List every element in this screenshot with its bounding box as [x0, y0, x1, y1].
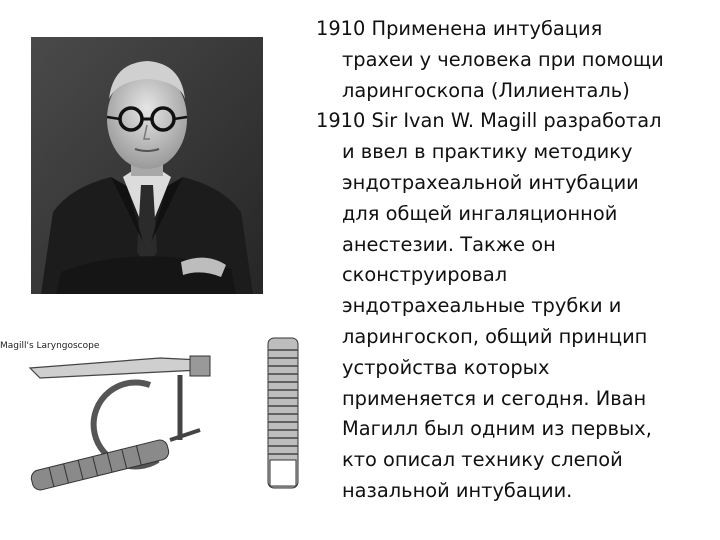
- text-line: эндотрахеальные трубки и: [342, 294, 622, 318]
- instrument-caption: Magill's Laryngoscope: [0, 341, 100, 351]
- text-line: сконструировал: [342, 263, 508, 287]
- laryngoscope-illustration: [0, 330, 245, 505]
- text-line: и ввел в практику методику: [342, 140, 633, 164]
- paragraph-1910-magill: [316, 106, 716, 506]
- text-line: устройства которых: [342, 355, 550, 379]
- text-line: для общей ингаляционной: [342, 201, 618, 225]
- portrait-illustration: [31, 37, 263, 294]
- text-line: трахеи у человека при помощи: [342, 47, 664, 71]
- text-line: анестезии. Также он: [342, 232, 556, 256]
- text-line: ларингоскопа (Лилиенталь): [342, 78, 630, 102]
- text-line: назальной интубации.: [342, 478, 573, 502]
- portrait-photo: [31, 37, 263, 294]
- ribbed-handle-illustration: [258, 330, 308, 495]
- text-line: применяется и сегодня. Иван: [342, 386, 647, 410]
- paragraph-1910-lilienthal: [316, 14, 716, 106]
- history-text: [316, 14, 716, 507]
- text-line: 1910 Sir Ivan W. Magill разработал: [316, 109, 662, 133]
- text-line: ларингоскоп, общий принцип: [342, 324, 648, 348]
- text-line: эндотрахеальной интубации: [342, 170, 639, 194]
- text-line: кто описал технику слепой: [342, 448, 623, 472]
- text-line: Магилл был одним из первых,: [342, 417, 652, 441]
- text-line: 1910 Применена интубация: [316, 17, 603, 40]
